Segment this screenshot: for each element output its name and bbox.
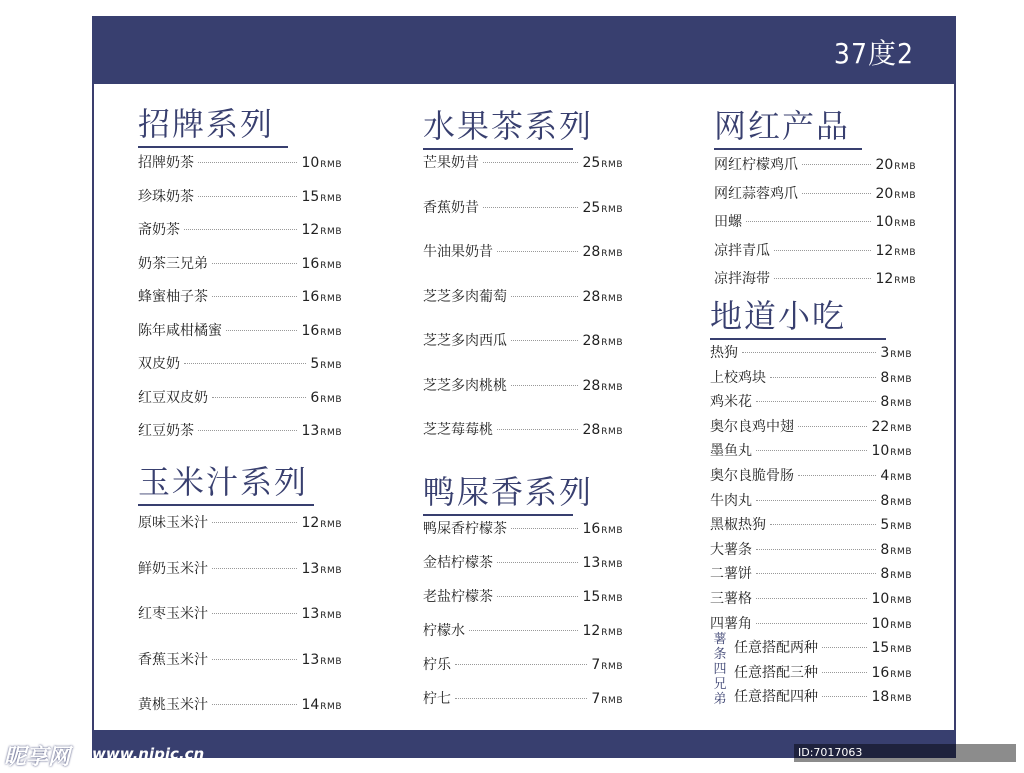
menu-item xyxy=(423,241,623,261)
item-list xyxy=(138,148,342,448)
menu-item xyxy=(138,512,342,532)
price-unit: RMB xyxy=(320,565,342,576)
item-price: 13RMB xyxy=(301,423,342,439)
price-unit: RMB xyxy=(320,160,342,170)
watermark-url: www.nipic.cn xyxy=(92,745,205,763)
menu-item xyxy=(714,268,916,288)
section-zhaopai xyxy=(138,105,342,448)
dot-leader xyxy=(511,296,578,297)
item-price: 8RMB xyxy=(880,369,912,386)
item-name: 二薯饼 xyxy=(710,566,752,583)
dot-leader xyxy=(497,429,578,430)
combo-char: 兄 xyxy=(713,677,727,692)
menu-item xyxy=(710,342,912,362)
item-price: 5RMB xyxy=(880,517,912,534)
dot-leader xyxy=(756,450,867,451)
menu-item xyxy=(714,240,916,260)
section-title: 网红产品 xyxy=(714,107,851,145)
dot-leader xyxy=(774,250,871,251)
price-unit: RMB xyxy=(601,526,623,536)
item-name: 任意搭配四种 xyxy=(734,689,818,706)
menu-item xyxy=(138,649,342,669)
item-name: 香蕉奶昔 xyxy=(423,199,479,216)
item-price: 13RMB xyxy=(582,555,623,571)
section-yumizhi xyxy=(138,463,342,736)
item-name: 香蕉玉米汁 xyxy=(138,651,208,668)
item-price: 16RMB xyxy=(301,289,342,305)
item-list xyxy=(710,340,912,720)
dot-leader xyxy=(511,528,578,529)
item-price: 28RMB xyxy=(582,377,623,394)
item-price: 4RMB xyxy=(880,468,912,484)
dot-leader xyxy=(455,698,587,699)
item-price: 10RMB xyxy=(871,443,912,460)
menu-item xyxy=(423,375,623,395)
dot-leader xyxy=(198,430,297,431)
item-price: 10RMB xyxy=(871,615,912,632)
price-unit: RMB xyxy=(890,546,912,557)
dot-leader xyxy=(822,696,867,697)
menu-item xyxy=(734,662,912,682)
section-didao xyxy=(710,297,912,720)
menu-item xyxy=(710,490,912,510)
menu-item xyxy=(138,420,342,440)
price-unit: RMB xyxy=(320,227,342,237)
item-price: 22RMB xyxy=(871,418,912,435)
item-price: 8RMB xyxy=(880,394,912,411)
combo-char: 弟 xyxy=(713,692,727,707)
price-unit: RMB xyxy=(894,162,916,172)
dot-leader xyxy=(212,659,297,660)
price-unit: RMB xyxy=(894,219,916,229)
price-unit: RMB xyxy=(890,473,912,483)
price-unit: RMB xyxy=(320,611,342,621)
item-name: 黄桃玉米汁 xyxy=(138,697,208,713)
menu-item xyxy=(714,154,916,174)
price-unit: RMB xyxy=(601,293,623,304)
item-price: 16RMB xyxy=(871,664,912,681)
item-list xyxy=(138,506,342,736)
item-name: 牛肉丸 xyxy=(710,492,752,509)
menu-item xyxy=(138,152,342,172)
dot-leader xyxy=(198,162,297,163)
item-name: 招牌奶茶 xyxy=(138,155,194,171)
menu-item xyxy=(734,637,912,657)
dot-leader xyxy=(198,196,297,197)
dot-leader xyxy=(212,263,297,264)
combo-char: 四 xyxy=(713,662,727,677)
dot-leader xyxy=(184,363,306,364)
item-name: 任意搭配两种 xyxy=(734,640,818,657)
item-name: 老盐柠檬茶 xyxy=(423,589,493,605)
price-unit: RMB xyxy=(601,249,623,259)
price-unit: RMB xyxy=(601,204,623,215)
combo-vertical-label xyxy=(710,632,730,707)
dot-leader xyxy=(802,164,871,165)
item-price: 3RMB xyxy=(880,345,912,361)
item-price: 20RMB xyxy=(875,185,916,202)
combo-char: 薯 xyxy=(713,632,727,647)
item-name: 鸭屎香柠檬茶 xyxy=(423,521,507,537)
price-unit: RMB xyxy=(601,594,623,604)
item-name: 大薯条 xyxy=(710,541,752,558)
menu-item xyxy=(138,558,342,578)
price-unit: RMB xyxy=(890,423,912,434)
price-unit: RMB xyxy=(890,596,912,606)
brand-title: 37度2 xyxy=(833,37,914,70)
menu-item xyxy=(710,563,912,583)
menu-item xyxy=(138,320,342,340)
price-unit: RMB xyxy=(601,427,623,437)
menu-item xyxy=(710,440,912,460)
item-name: 网红柠檬鸡爪 xyxy=(714,157,798,173)
item-name: 凉拌青瓜 xyxy=(714,242,770,259)
item-price: 8RMB xyxy=(880,566,912,583)
item-name: 蜂蜜柚子茶 xyxy=(138,289,208,305)
item-name: 芝芝多肉桃桃 xyxy=(423,377,507,394)
menu-item xyxy=(138,253,342,273)
menu-item xyxy=(710,514,912,534)
item-price: 6RMB xyxy=(310,389,342,406)
item-price: 28RMB xyxy=(582,244,623,260)
price-unit: RMB xyxy=(890,620,912,631)
price-unit: RMB xyxy=(320,294,342,304)
item-price: 7RMB xyxy=(591,657,623,673)
dot-leader xyxy=(497,251,578,252)
dot-leader xyxy=(756,500,876,501)
watermark-logo: 昵享网 xyxy=(4,745,71,770)
item-price: 15RMB xyxy=(301,188,342,205)
dot-leader xyxy=(746,221,871,222)
dot-leader xyxy=(483,207,578,208)
price-unit: RMB xyxy=(320,656,342,667)
item-name: 柠檬水 xyxy=(423,623,465,639)
item-name: 奥尔良鸡中翅 xyxy=(710,418,794,435)
menu-item xyxy=(138,219,342,239)
menu-item xyxy=(423,152,623,172)
item-price: 12RMB xyxy=(301,515,342,531)
menu-item xyxy=(714,183,916,203)
price-unit: RMB xyxy=(601,696,623,706)
price-unit: RMB xyxy=(601,160,623,170)
dot-leader xyxy=(802,193,871,194)
price-unit: RMB xyxy=(890,399,912,410)
item-price: 20RMB xyxy=(875,157,916,173)
section-title: 玉米汁系列 xyxy=(138,463,309,501)
item-price: 5RMB xyxy=(310,356,342,372)
menu-item xyxy=(423,286,623,306)
menu-item xyxy=(710,367,912,387)
menu-item xyxy=(710,588,912,608)
item-name: 墨鱼丸 xyxy=(710,443,752,460)
menu-item xyxy=(138,353,342,373)
item-name: 芝芝莓莓桃 xyxy=(423,422,493,438)
item-price: 25RMB xyxy=(582,199,623,216)
menu-item xyxy=(138,286,342,306)
menu-item xyxy=(423,518,623,538)
price-unit: RMB xyxy=(890,497,912,508)
item-name: 奶茶三兄弟 xyxy=(138,255,208,272)
item-name: 原味玉米汁 xyxy=(138,515,208,531)
price-unit: RMB xyxy=(320,193,342,204)
item-name: 红枣玉米汁 xyxy=(138,606,208,622)
item-price: 16RMB xyxy=(582,521,623,537)
menu-item xyxy=(710,613,912,633)
menu-item xyxy=(423,654,623,674)
menu-item xyxy=(423,620,623,640)
price-unit: RMB xyxy=(601,560,623,570)
item-price: 25RMB xyxy=(582,155,623,171)
price-unit: RMB xyxy=(320,702,342,712)
item-name: 网红蒜蓉鸡爪 xyxy=(714,185,798,202)
price-unit: RMB xyxy=(890,669,912,680)
item-name: 凉拌海带 xyxy=(714,271,770,287)
menu-item xyxy=(734,686,912,706)
dot-leader xyxy=(798,426,867,427)
section-title: 鸭屎香系列 xyxy=(423,473,594,511)
item-name: 红豆奶茶 xyxy=(138,423,194,439)
dot-leader xyxy=(497,562,578,563)
price-unit: RMB xyxy=(320,361,342,371)
menu-item xyxy=(423,552,623,572)
price-unit: RMB xyxy=(894,276,916,286)
price-unit: RMB xyxy=(890,350,912,360)
item-name: 热狗 xyxy=(710,345,738,361)
menu-item xyxy=(138,694,342,714)
item-name: 田螺 xyxy=(714,214,742,230)
combo-char: 条 xyxy=(713,647,727,662)
section-title: 招牌系列 xyxy=(138,105,275,143)
price-unit: RMB xyxy=(320,428,342,438)
item-name: 斋奶茶 xyxy=(138,222,180,238)
price-unit: RMB xyxy=(890,448,912,459)
item-price: 8RMB xyxy=(880,541,912,558)
dot-leader xyxy=(756,623,867,624)
menu-item xyxy=(710,416,912,436)
menu-item xyxy=(710,465,912,485)
item-price: 28RMB xyxy=(582,422,623,438)
menu-item xyxy=(423,197,623,217)
item-name: 四薯角 xyxy=(710,615,752,632)
dot-leader xyxy=(770,377,876,378)
menu-item xyxy=(710,539,912,559)
item-name: 芒果奶昔 xyxy=(423,155,479,171)
price-unit: RMB xyxy=(320,394,342,405)
item-name: 上校鸡块 xyxy=(710,369,766,386)
dot-leader xyxy=(822,672,867,673)
price-unit: RMB xyxy=(601,628,623,638)
item-price: 15RMB xyxy=(582,589,623,605)
dot-leader xyxy=(756,598,867,599)
dot-leader xyxy=(212,522,297,523)
item-name: 芝芝多肉西瓜 xyxy=(423,333,507,349)
section-title: 地道小吃 xyxy=(710,297,847,335)
item-name: 珍珠奶茶 xyxy=(138,188,194,205)
price-unit: RMB xyxy=(601,338,623,348)
dot-leader xyxy=(756,549,876,550)
dot-leader xyxy=(511,385,578,386)
item-name: 三薯格 xyxy=(710,591,752,607)
dot-leader xyxy=(511,340,578,341)
dot-leader xyxy=(756,401,876,402)
menu-item xyxy=(714,211,916,231)
item-price: 14RMB xyxy=(301,697,342,713)
dot-leader xyxy=(212,704,297,705)
item-price: 12RMB xyxy=(875,242,916,259)
item-name: 陈年咸柑橘蜜 xyxy=(138,322,222,339)
item-price: 12RMB xyxy=(875,271,916,287)
dot-leader xyxy=(770,524,876,525)
item-price: 15RMB xyxy=(871,640,912,657)
dot-leader xyxy=(742,352,876,353)
menu-item xyxy=(423,586,623,606)
dot-leader xyxy=(226,330,297,331)
item-price: 10RMB xyxy=(875,214,916,230)
item-name: 红豆双皮奶 xyxy=(138,389,208,406)
item-price: 13RMB xyxy=(301,560,342,577)
item-name: 芝芝多肉葡萄 xyxy=(423,288,507,305)
menu-item xyxy=(138,603,342,623)
price-unit: RMB xyxy=(320,260,342,271)
item-name: 鸡米花 xyxy=(710,394,752,411)
item-name: 柠七 xyxy=(423,691,451,707)
price-unit: RMB xyxy=(894,190,916,201)
price-unit: RMB xyxy=(890,522,912,533)
dot-leader xyxy=(774,278,871,279)
dot-leader xyxy=(483,162,578,163)
menu-item xyxy=(423,330,623,350)
item-price: 13RMB xyxy=(301,651,342,668)
item-price: 16RMB xyxy=(301,322,342,339)
section-shuiguocha xyxy=(423,107,623,450)
item-name: 奥尔良脆骨肠 xyxy=(710,468,794,484)
item-name: 牛油果奶昔 xyxy=(423,244,493,260)
dot-leader xyxy=(212,613,297,614)
price-unit: RMB xyxy=(890,374,912,385)
watermark-id: ID:7017063 NO:20211014092617366100 xyxy=(794,744,1016,762)
price-unit: RMB xyxy=(320,327,342,338)
price-unit: RMB xyxy=(601,662,623,672)
price-unit: RMB xyxy=(894,247,916,258)
dot-leader xyxy=(212,296,297,297)
item-price: 8RMB xyxy=(880,492,912,509)
price-unit: RMB xyxy=(890,571,912,582)
item-name: 柠乐 xyxy=(423,657,451,673)
menu-item xyxy=(138,186,342,206)
header-band xyxy=(92,16,956,84)
dot-leader xyxy=(756,573,876,574)
item-list xyxy=(423,150,623,450)
menu-item xyxy=(710,391,912,411)
dot-leader xyxy=(455,664,587,665)
item-list xyxy=(423,516,623,726)
item-name: 黑椒热狗 xyxy=(710,517,766,534)
section-yashixiang xyxy=(423,473,623,726)
price-unit: RMB xyxy=(320,520,342,530)
item-price: 16RMB xyxy=(301,255,342,272)
menu-item xyxy=(138,387,342,407)
item-price: 7RMB xyxy=(591,691,623,707)
dot-leader xyxy=(212,568,297,569)
item-price: 10RMB xyxy=(871,591,912,607)
item-price: 12RMB xyxy=(301,222,342,238)
menu-item xyxy=(423,688,623,708)
section-wanghong xyxy=(714,107,916,300)
dot-leader xyxy=(497,596,578,597)
section-title: 水果茶系列 xyxy=(423,107,594,145)
price-unit: RMB xyxy=(890,645,912,656)
item-price: 18RMB xyxy=(871,689,912,706)
item-price: 28RMB xyxy=(582,333,623,349)
dot-leader xyxy=(798,475,876,476)
item-name: 双皮奶 xyxy=(138,356,180,372)
dot-leader xyxy=(469,630,578,631)
item-list xyxy=(714,150,916,300)
item-price: 12RMB xyxy=(582,623,623,639)
price-unit: RMB xyxy=(601,382,623,393)
item-name: 鲜奶玉米汁 xyxy=(138,560,208,577)
item-price: 13RMB xyxy=(301,606,342,622)
dot-leader xyxy=(184,229,297,230)
dot-leader xyxy=(212,397,306,398)
menu-item xyxy=(423,419,623,439)
item-name: 任意搭配三种 xyxy=(734,664,818,681)
item-price: 10RMB xyxy=(301,155,342,171)
item-name: 金桔柠檬茶 xyxy=(423,555,493,571)
item-price: 28RMB xyxy=(582,288,623,305)
price-unit: RMB xyxy=(890,694,912,705)
dot-leader xyxy=(822,647,867,648)
